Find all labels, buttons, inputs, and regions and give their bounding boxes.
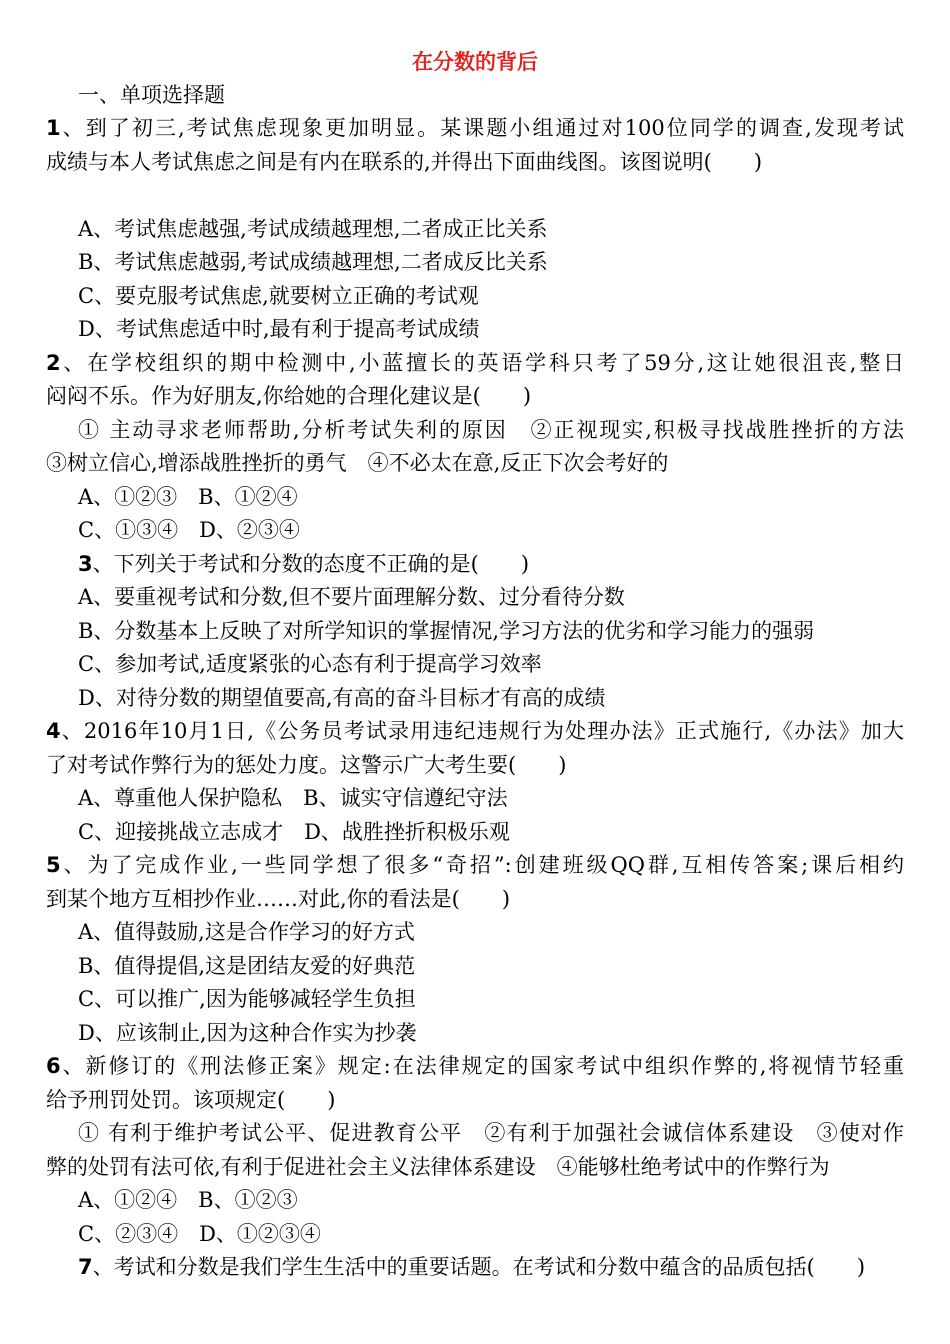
question-6-stem: [46, 1051, 904, 1081]
question-number: 3: [78, 552, 93, 576]
question-number: 4: [46, 719, 61, 743]
question-2-items: ① 主动寻求老师帮助,分析考试失利的原因 ②正视现实,积极寻找战胜挫折的方法: [78, 418, 904, 442]
question-number: 1: [46, 116, 61, 140]
question-6-items-cont: 弊的处罚有法可依,有利于促进社会主义法律体系建设 ④能够杜绝考试中的作弊行为: [46, 1155, 830, 1179]
question-1-option-b: B、考试焦虑越弱,考试成绩越理想,二者成反比关系: [78, 250, 548, 274]
question-3-option-b: B、分数基本上反映了对所学知识的掌握情况,学习方法的优劣和学习能力的强弱: [78, 619, 815, 643]
question-5-option-c: C、可以推广,因为能够减轻学生负担: [78, 987, 416, 1011]
question-2-stem-cont: 闷闷不乐。作为好朋友,你给她的合理化建议是( ): [46, 384, 532, 408]
question-number: 2: [46, 351, 61, 375]
question-4-options-cd: C、迎接挑战立志成才 D、战胜挫折积极乐观: [78, 820, 510, 844]
document-title: 在分数的背后: [412, 50, 538, 74]
question-6-items: ① 有利于维护考试公平、促进教育公平 ②有利于加强社会诚信体系建设 ③使对作: [78, 1121, 905, 1145]
question-text: 、到了初三,考试焦虑现象更加明显。某课题小组通过对100位同学的调查,发现考试: [60, 116, 904, 140]
question-4-options-ab: A、尊重他人保护隐私 B、诚实守信遵纪守法: [78, 786, 508, 810]
question-4-stem-cont: 了对考试作弊行为的惩处力度。这警示广大考生要( ): [46, 753, 567, 777]
question-3-option-d: D、对待分数的期望值要高,有高的奋斗目标才有高的成绩: [78, 686, 606, 710]
question-6-stem-cont: 给予刑罚处罚。该项规定( ): [46, 1088, 336, 1112]
question-3-option-a: A、要重视考试和分数,但不要片面理解分数、过分看待分数: [78, 585, 625, 609]
question-text: 、新修订的《刑法修正案》规定:在法律规定的国家考试中组织作弊的,将视情节轻重: [60, 1054, 904, 1078]
question-number: 5: [46, 853, 61, 877]
question-text: 、考试和分数是我们学生生活中的重要话题。在考试和分数中蕴含的品质包括( ): [92, 1255, 866, 1279]
section-heading: 一、单项选择题: [78, 83, 225, 107]
question-7-stem: [78, 1252, 865, 1282]
question-number: 7: [78, 1255, 93, 1279]
question-text: 、为了完成作业,一些同学想了很多“奇招”:创建班级QQ群,互相传答案;课后相约: [60, 853, 904, 877]
question-1-option-c: C、要克服考试焦虑,就要树立正确的考试观: [78, 284, 479, 308]
question-3-option-c: C、参加考试,适度紧张的心态有利于提高学习效率: [78, 652, 542, 676]
question-2-options-ab: A、①②③ B、①②④: [78, 485, 298, 509]
question-2-stem: [46, 348, 904, 378]
question-4-stem: [46, 716, 904, 746]
question-1-stem: [46, 113, 904, 143]
question-5-stem: [46, 850, 904, 880]
question-text: 、下列关于考试和分数的态度不正确的是( ): [92, 552, 530, 576]
question-2-options-cd: C、①③④ D、②③④: [78, 518, 300, 542]
question-text: 、2016年10月1日,《公务员考试录用违纪违规行为处理办法》正式施行,《办法》加大: [60, 719, 904, 743]
question-5-option-d: D、应该制止,因为这种合作实为抄袭: [78, 1021, 417, 1045]
question-6-options-cd: C、②③④ D、①②③④: [78, 1222, 321, 1246]
question-text: 、在学校组织的期中检测中,小蓝擅长的英语学科只考了59分,这让她很沮丧,整日: [60, 351, 904, 375]
question-3-stem: [78, 549, 529, 579]
question-1-option-d: D、考试焦虑适中时,最有利于提高考试成绩: [78, 317, 480, 341]
question-5-option-a: A、值得鼓励,这是合作学习的好方式: [78, 920, 415, 944]
question-1-option-a: A、考试焦虑越强,考试成绩越理想,二者成正比关系: [78, 217, 548, 241]
question-6-options-ab: A、①②④ B、①②③: [78, 1188, 298, 1212]
question-5-stem-cont: 到某个地方互相抄作业……对此,你的看法是( ): [46, 887, 511, 911]
question-2-items-cont: ③树立信心,增添战胜挫折的勇气 ④不必太在意,反正下次会考好的: [46, 451, 669, 475]
question-1-stem-cont: 成绩与本人考试焦虑之间是有内在联系的,并得出下面曲线图。该图说明( ): [46, 150, 763, 174]
question-number: 6: [46, 1054, 61, 1078]
question-5-option-b: B、值得提倡,这是团结友爱的好典范: [78, 954, 416, 978]
